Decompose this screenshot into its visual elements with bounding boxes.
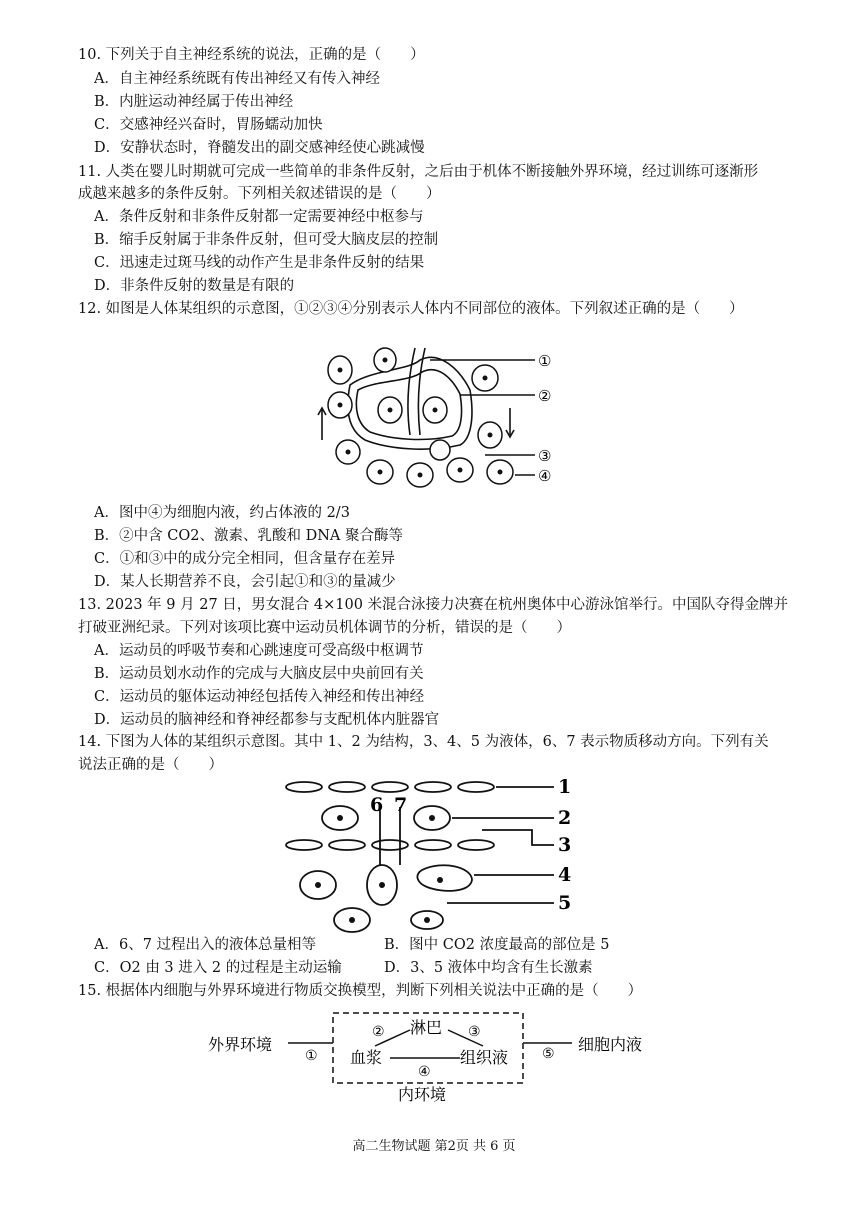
q11-option-a: A．条件反射和非条件反射都一定需要神经中枢参与 [94,209,424,225]
q12-label-3: ③ [538,447,552,465]
q13-stem-line1: 13. 2023 年 9 月 27 日，男女混合 4×100 米混合泳接力决赛在杭州奥体中心游泳馆举行。中国队夺得金牌并 [78,597,789,613]
q13-option-a: A．运动员的呼吸节奏和心跳速度可受高级中枢调节 [94,643,424,659]
q11-stem-line1: 11. 人类在婴儿时期就可完成一些简单的非条件反射，之后由于机体不断接触外界环境，经过训练可逐渐形 [78,164,759,180]
q12-option-a: A．图中④为细胞内液，约占体液的 2/3 [94,505,350,521]
q15-exchange-diagram [200,1008,670,1108]
q12-option-d: D．某人长期营养不良，会引起①和③的量减少 [94,574,396,590]
q10-option-a: A．自主神经系统既有传出神经又有传入神经 [94,71,380,87]
q12-label-4: ④ [538,467,552,485]
q11-option-b: B．缩手反射属于非条件反射，但可受大脑皮层的控制 [94,232,439,248]
q15-cell-fluid: 细胞内液 [578,1035,643,1054]
q15-lymph: 淋巴 [410,1018,443,1037]
q14-label-3: 3 [558,834,572,856]
q11-option-d: D．非条件反射的数量是有限的 [94,278,295,294]
q15-num-2: ② [372,1024,385,1040]
q10-stem: 10. 下列关于自主神经系统的说法，正确的是（ ） [78,47,425,63]
q13-option-b: B．运动员划水动作的完成与大脑皮层中央前回有关 [94,666,424,682]
q15-plasma: 血浆 [350,1048,383,1067]
q15-num-5: ⑤ [542,1046,555,1062]
q12-stem: 12. 如图是人体某组织的示意图，①②③④分别表示人体内不同部位的液体。下列叙述正确的是（ ） [78,301,744,317]
q14-option-d: D．3、5 液体中均含有生长激素 [384,960,593,976]
q15-stem: 15. 根据体内细胞与外界环境进行物质交换模型，判断下列相关说法中正确的是（ ） [78,983,643,999]
q11-stem-line2: 成越来越多的条件反射。下列相关叙述错误的是（ ） [78,186,441,202]
q14-label-7: 7 [394,794,408,816]
page-footer: 高二生物试题 第2页 共 6 页 [352,1139,516,1154]
q14-tissue-figure [282,775,582,935]
q12-label-2: ② [538,387,552,405]
q14-stem-line2: 说法正确的是（ ） [78,757,223,773]
q14-label-1: 1 [558,776,572,798]
q14-label-5: 5 [558,892,572,914]
q12-option-c: C．①和③中的成分完全相同，但含量存在差异 [94,551,396,567]
q12-tissue-figure [310,340,570,500]
q14-stem-line1: 14. 下图为人体的某组织示意图。其中 1、2 为结构，3、4、5 为液体，6、7 表示物质移动方向。下列有关 [78,734,769,750]
q14-option-a: A．6、7 过程出入的液体总量相等 [94,937,317,953]
q12-option-b: B．②中含 CO2、激素、乳酸和 DNA 聚合酶等 [94,528,403,544]
q13-option-c: C．运动员的躯体运动神经包括传入神经和传出神经 [94,689,425,705]
q10-option-b: B．内脏运动神经属于传出神经 [94,94,294,110]
q15-num-4: ④ [418,1064,431,1080]
q13-option-d: D．运动员的脑神经和脊神经都参与支配机体内脏器官 [94,712,440,728]
q10-option-d: D．安静状态时，脊髓发出的副交感神经使心跳减慢 [94,140,425,156]
q14-label-6: 6 [370,794,384,816]
q11-option-c: C．迅速走过斑马线的动作产生是非条件反射的结果 [94,255,425,271]
q15-num-1: ① [305,1048,318,1064]
q15-outer-env: 外界环境 [208,1035,273,1054]
q14-label-2: 2 [558,807,572,829]
q15-internal-env: 内环境 [398,1085,447,1104]
q10-option-c: C．交感神经兴奋时，胃肠蠕动加快 [94,117,323,133]
q15-num-3: ③ [468,1024,481,1040]
q14-label-4: 4 [558,864,572,886]
q14-option-b: B．图中 CO2 浓度最高的部位是 5 [384,937,610,953]
q13-stem-line2: 打破亚洲纪录。下列对该项比赛中运动员机体调节的分析，错误的是（ ） [78,620,571,636]
q15-tissue-fluid: 组织液 [460,1048,509,1067]
q12-label-1: ① [538,352,552,370]
q14-option-c: C．O2 由 3 进入 2 的过程是主动运输 [94,960,342,976]
